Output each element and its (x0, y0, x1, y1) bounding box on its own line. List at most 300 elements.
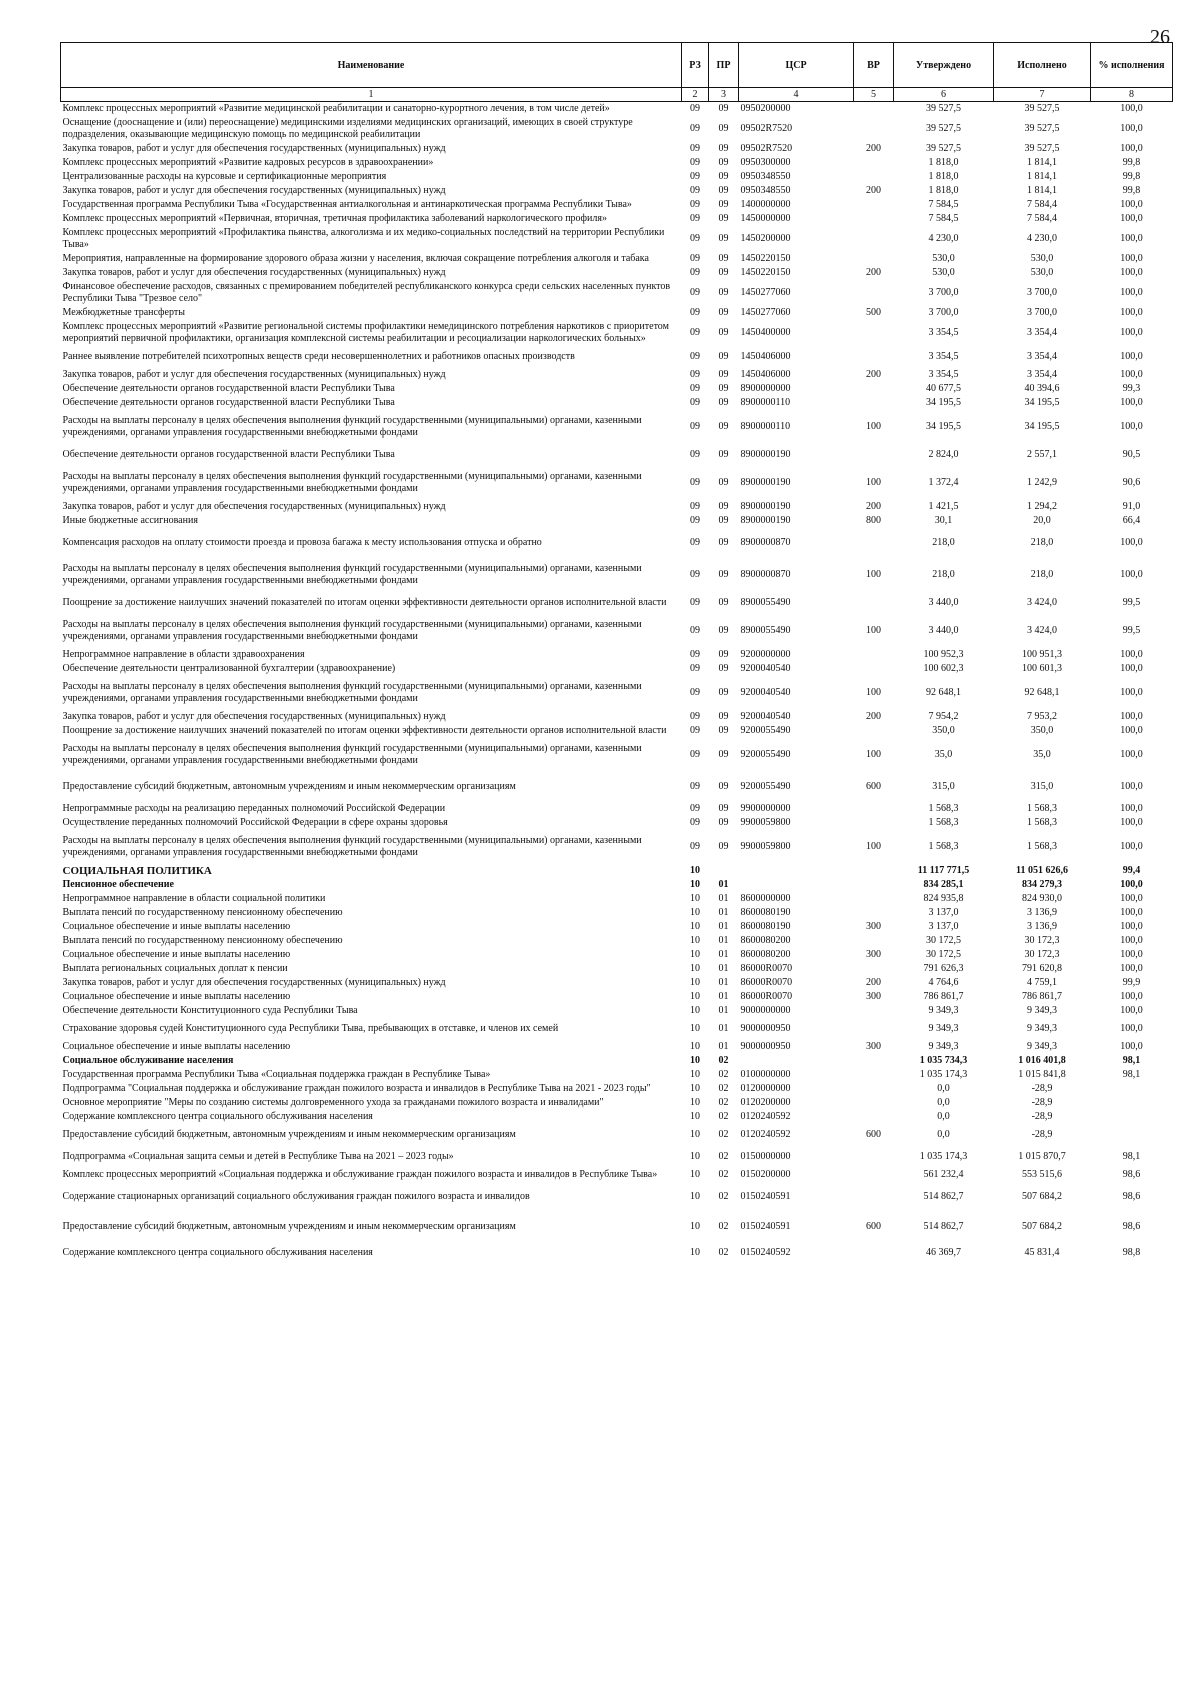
row-percent: 100,0 (1120, 687, 1143, 698)
row-vr (854, 878, 894, 892)
row-csr: 86000R0070 (740, 991, 793, 1002)
row-executed: 1 016 401,8 (1018, 1055, 1066, 1066)
row-percent: 100,0 (1120, 841, 1143, 852)
row-name: Обеспечение деятельности Конституционного суда Республики Тыва (62, 1005, 358, 1016)
row-percent: 99,8 (1122, 185, 1141, 196)
row-name: Предоставление субсидий бюджетным, автономным учреждениям и иным некоммерческим организациям (62, 781, 516, 792)
row-approved: 40 677,5 (926, 383, 961, 394)
row-csr: 9000000950 (740, 1041, 791, 1052)
row-csr: 1450220150 (740, 267, 791, 278)
table-section-row (61, 864, 1173, 878)
row-vr: 300 (866, 991, 881, 1002)
row-csr: 0120200000 (740, 1097, 791, 1108)
row-approved: 3 137,0 (928, 907, 959, 918)
row-name: Расходы на выплаты персоналу в целях обеспечения выполнения функций государственными (муниципальными) органами, казенными учреждениями, органами управления государственными внебюджетными фондами (62, 471, 642, 494)
row-vr: 100 (866, 749, 881, 760)
row-approved: 1 568,3 (928, 817, 959, 828)
row-csr: 8900000000 (740, 383, 791, 394)
row-approved: 834 285,1 (923, 879, 964, 890)
row-pr: 02 (718, 1169, 729, 1180)
row-percent: 100,0 (1120, 817, 1143, 828)
row-vr: 500 (866, 307, 881, 318)
row-name: Выплата пенсий по государственному пенсионному обеспечению (62, 935, 343, 946)
row-pr: 09 (718, 569, 729, 580)
row-name: Комплекс процессных мероприятий «Развитие медицинской реабилитации и санаторно-курортного лечения, в том числе детей» (62, 103, 610, 114)
row-csr: 8900000190 (740, 501, 791, 512)
row-name: Раннее выявление потребителей психотропных веществ среди несовершеннолетних и работников опасных производств (62, 351, 575, 362)
row-rz: 09 (690, 307, 700, 318)
row-executed: 3 136,9 (1027, 921, 1057, 932)
row-executed: 30 172,3 (1024, 949, 1060, 960)
row-executed: 218,0 (1030, 569, 1054, 580)
row-csr: 0150200000 (740, 1169, 791, 1180)
table-row (61, 1212, 1173, 1242)
row-percent: 100,0 (1120, 921, 1143, 932)
row-rz: 10 (690, 1083, 700, 1094)
row-percent (1091, 1124, 1173, 1146)
row-approved: 1 421,5 (928, 501, 959, 512)
row-pr: 01 (718, 935, 729, 946)
row-executed: 350,0 (1030, 725, 1054, 736)
row-executed: 7 584,4 (1027, 213, 1057, 224)
row-rz: 09 (690, 477, 700, 488)
table-row (61, 772, 1173, 802)
row-approved: 824 935,8 (923, 893, 964, 904)
row-csr: 9900059800 (740, 817, 791, 828)
row-percent: 98,6 (1122, 1169, 1141, 1180)
row-percent: 100,0 (1120, 991, 1143, 1002)
table-row (61, 444, 1173, 466)
row-executed: 3 424,0 (1027, 597, 1057, 608)
row-approved: 92 648,1 (926, 687, 961, 698)
row-name: Расходы на выплаты персоналу в целях обеспечения выполнения функций государственными (муниципальными) органами, казенными учреждениями, органами управления государственными внебюджетными фондами (62, 835, 642, 858)
row-percent: 100,0 (1120, 327, 1143, 338)
row-rz: 09 (690, 569, 700, 580)
row-csr: 09502R7520 (740, 123, 793, 134)
row-approved: 1 035 174,3 (919, 1069, 968, 1080)
row-approved: 39 527,5 (926, 103, 961, 114)
row-name: Расходы на выплаты персоналу в целях обеспечения выполнения функций государственными (муниципальными) органами, казенными учреждениями, органами управления государственными внебюджетными фондами (62, 681, 642, 704)
row-name: Страхование здоровья судей Конституционного суда Республики Тыва, пребывающих в отставке, и членов их семей (62, 1023, 559, 1034)
row-executed: 530,0 (1030, 267, 1054, 278)
table-row (61, 306, 1173, 320)
row-vr: 200 (866, 977, 881, 988)
row-executed: 1 015 870,7 (1018, 1151, 1066, 1162)
row-approved: 30 172,5 (926, 949, 961, 960)
row-pr: 09 (718, 841, 729, 852)
row-executed: 39 527,5 (1024, 103, 1060, 114)
table-row (61, 878, 1173, 892)
row-vr: 200 (866, 267, 881, 278)
row-executed: 20,0 (1033, 515, 1051, 526)
row-pr: 09 (718, 501, 729, 512)
row-executed: 1 568,3 (1027, 803, 1057, 814)
table-row (61, 528, 1173, 558)
row-percent: 99,8 (1122, 171, 1141, 182)
row-csr: 8900000870 (740, 569, 791, 580)
row-executed: 35,0 (1033, 749, 1051, 760)
row-approved: 791 626,3 (923, 963, 964, 974)
row-name: Предоставление субсидий бюджетным, автономным учреждениям и иным некоммерческим организациям (62, 1129, 516, 1140)
row-pr: 02 (718, 1083, 729, 1094)
row-name: Комплекс процессных мероприятий «Социальная поддержка и обслуживание граждан пожилого возраста и инвалидов в Республике Тыва» (62, 1169, 658, 1180)
row-csr: 8900000110 (740, 421, 791, 432)
table-header-row (61, 43, 1173, 88)
row-pr: 02 (718, 1151, 729, 1162)
row-csr: 8600080200 (740, 935, 791, 946)
row-approved: 46 369,7 (926, 1247, 961, 1258)
row-executed: -28,9 (1031, 1083, 1053, 1094)
row-percent: 100,0 (1120, 569, 1143, 580)
row-pr: 01 (718, 1005, 729, 1016)
row-approved: 3 700,0 (928, 307, 959, 318)
row-rz: 10 (690, 1069, 700, 1080)
table-row (61, 102, 1173, 117)
row-rz: 09 (690, 287, 700, 298)
row-name: Расходы на выплаты персоналу в целях обеспечения выполнения функций государственными (муниципальными) органами, казенными учреждениями, органами управления государственными внебюджетными фондами (62, 619, 642, 642)
row-csr: 8900000190 (740, 515, 791, 526)
row-rz: 09 (690, 625, 700, 636)
table-row (61, 368, 1173, 382)
table-row (61, 320, 1173, 346)
row-vr: 200 (866, 501, 881, 512)
row-vr: 600 (866, 1221, 881, 1232)
row-vr (854, 1068, 894, 1082)
header-rz: РЗ (682, 43, 709, 88)
table-row (61, 1146, 1173, 1168)
row-vr (854, 1110, 894, 1124)
row-name: Социальное обслуживание населения (62, 1055, 234, 1066)
table-row (61, 382, 1173, 396)
row-pr: 09 (718, 817, 729, 828)
table-row (61, 920, 1173, 934)
row-pr: 01 (718, 1023, 729, 1034)
row-name: Выплата региональных социальных доплат к пенсии (62, 963, 288, 974)
row-csr: 0950348550 (740, 171, 791, 182)
column-number: 3 (709, 88, 739, 102)
row-csr: 1450200000 (740, 233, 791, 244)
row-executed: 791 620,8 (1022, 963, 1062, 974)
row-executed: 7 584,4 (1027, 199, 1057, 210)
row-percent: 100,0 (1120, 1023, 1143, 1034)
table-row (61, 396, 1173, 410)
row-pr: 09 (718, 171, 729, 182)
row-vr (854, 1004, 894, 1018)
row-csr (739, 1054, 854, 1068)
row-approved: 3 700,0 (928, 287, 959, 298)
row-pr: 01 (718, 977, 729, 988)
table-row (61, 990, 1173, 1004)
row-executed: 553 515,6 (1022, 1169, 1062, 1180)
row-executed: 3 424,0 (1027, 625, 1057, 636)
row-executed: 9 349,3 (1027, 1023, 1057, 1034)
row-executed: 92 648,1 (1024, 687, 1060, 698)
row-vr (854, 962, 894, 976)
row-vr (854, 198, 894, 212)
row-vr (854, 226, 894, 252)
row-executed: 39 527,5 (1024, 123, 1060, 134)
header-csr: ЦСР (739, 43, 854, 88)
row-rz: 09 (690, 537, 700, 548)
row-approved: 1 568,3 (928, 803, 959, 814)
row-approved: 1 568,3 (928, 841, 959, 852)
row-vr (854, 1182, 894, 1212)
row-name: Комплекс процессных мероприятий «Первичная, вторичная, третичная профилактика заболеваний наркологического профиля» (62, 213, 607, 224)
row-pr: 09 (718, 515, 729, 526)
table-row (61, 558, 1173, 592)
row-approved: 7 584,5 (928, 199, 959, 210)
row-vr (854, 1242, 894, 1264)
row-name: Компенсация расходов на оплату стоимости проезда и провоза багажа к месту использования отпуска и обратно (62, 537, 542, 548)
row-pr: 09 (718, 213, 729, 224)
row-approved: 39 527,5 (926, 143, 961, 154)
row-rz: 10 (690, 1151, 700, 1162)
row-vr (854, 444, 894, 466)
row-approved: 34 195,5 (926, 421, 961, 432)
row-percent: 99,4 (1122, 865, 1141, 876)
row-rz: 09 (690, 123, 700, 134)
row-pr: 02 (718, 1111, 729, 1122)
row-name: Государственная программа Республики Тыва «Социальная поддержка граждан в Республике Тыва» (62, 1069, 491, 1080)
row-vr (854, 252, 894, 266)
table-row (61, 676, 1173, 710)
row-approved: 530,0 (932, 267, 955, 278)
row-percent: 100,0 (1120, 123, 1143, 134)
table-row (61, 906, 1173, 920)
row-vr (854, 592, 894, 614)
row-approved: 9 349,3 (928, 1041, 959, 1052)
row-vr (854, 320, 894, 346)
row-pr: 09 (718, 103, 729, 114)
row-pr: 09 (718, 123, 729, 134)
row-vr (854, 346, 894, 368)
row-approved: 7 584,5 (928, 213, 959, 224)
row-pr: 09 (718, 233, 729, 244)
row-pr: 09 (718, 749, 729, 760)
row-vr (854, 816, 894, 830)
row-csr: 0950348550 (740, 185, 791, 196)
row-csr: 9200040540 (740, 687, 791, 698)
row-approved: 315,0 (932, 781, 955, 792)
row-approved: 530,0 (932, 253, 955, 264)
row-pr: 02 (718, 1247, 729, 1258)
row-percent: 100,0 (1120, 663, 1143, 674)
row-vr (854, 396, 894, 410)
row-percent: 99,8 (1122, 157, 1141, 168)
row-rz: 09 (690, 185, 700, 196)
row-rz: 09 (690, 501, 700, 512)
header-approved: Утверждено (894, 43, 994, 88)
table-row (61, 1124, 1173, 1146)
row-rz: 09 (690, 213, 700, 224)
row-percent: 98,8 (1122, 1247, 1141, 1258)
row-name: Основное мероприятие "Меры по созданию системы долговременного ухода за гражданами пожилого возраста и инвалидами" (62, 1097, 604, 1108)
row-percent: 100,0 (1120, 935, 1143, 946)
table-row (61, 1054, 1173, 1068)
row-pr: 09 (718, 369, 729, 380)
row-rz: 09 (690, 233, 700, 244)
row-rz: 09 (690, 515, 700, 526)
row-pr: 01 (718, 991, 729, 1002)
row-csr: 86000R0070 (740, 977, 793, 988)
row-rz: 09 (690, 687, 700, 698)
row-percent: 100,0 (1120, 1005, 1143, 1016)
row-executed: 218,0 (1030, 537, 1054, 548)
row-executed: 4 759,1 (1027, 977, 1057, 988)
table-row (61, 1242, 1173, 1264)
row-vr (854, 1082, 894, 1096)
row-percent: 100,0 (1120, 397, 1143, 408)
row-percent: 100,0 (1120, 253, 1143, 264)
row-percent: 100,0 (1120, 949, 1143, 960)
row-csr: 9200055490 (740, 725, 791, 736)
row-approved: 4 230,0 (928, 233, 959, 244)
row-rz: 09 (690, 397, 700, 408)
row-percent: 100,0 (1120, 963, 1143, 974)
row-rz: 09 (690, 157, 700, 168)
row-executed: 3 354,4 (1027, 351, 1057, 362)
row-approved: 3 354,5 (928, 327, 959, 338)
row-percent: 100,0 (1120, 103, 1143, 114)
row-approved: 1 818,0 (928, 171, 959, 182)
row-name: Обеспечение деятельности централизованной бухгалтерии (здравоохранение) (62, 663, 396, 674)
row-name: Выплата пенсий по государственному пенсионному обеспечению (62, 907, 343, 918)
row-csr: 1450400000 (740, 327, 791, 338)
row-percent: 66,4 (1122, 515, 1141, 526)
row-rz: 10 (690, 1023, 700, 1034)
column-number: 8 (1091, 88, 1173, 102)
row-pr: 01 (718, 893, 729, 904)
table-row (61, 802, 1173, 816)
row-vr: 300 (866, 949, 881, 960)
row-name: Закупка товаров, работ и услуг для обеспечения государственных (муниципальных) нужд (62, 501, 446, 512)
row-vr (854, 892, 894, 906)
row-csr: 8900000870 (740, 537, 791, 548)
row-percent (1091, 1082, 1173, 1096)
table-row (61, 592, 1173, 614)
table-row (61, 614, 1173, 648)
row-vr (854, 382, 894, 396)
row-pr: 09 (718, 781, 729, 792)
row-pr: 09 (718, 397, 729, 408)
row-pr: 09 (718, 383, 729, 394)
header-name: Наименование (61, 43, 682, 88)
row-csr: 0150240592 (740, 1247, 791, 1258)
row-pr: 01 (718, 1041, 729, 1052)
row-approved: 1 035 174,3 (919, 1151, 968, 1162)
row-rz: 10 (690, 977, 700, 988)
row-rz: 10 (690, 1247, 700, 1258)
row-approved: 9 349,3 (928, 1005, 959, 1016)
row-csr: 9200055490 (740, 749, 791, 760)
row-percent: 98,1 (1122, 1151, 1141, 1162)
row-rz: 10 (690, 1169, 700, 1180)
row-csr: 8600080200 (740, 949, 791, 960)
row-name: Комплекс процессных мероприятий «Развитие кадровых ресурсов в здравоохранении» (62, 157, 434, 168)
table-row (61, 280, 1173, 306)
row-csr: 9200040540 (740, 663, 791, 674)
row-name: Закупка товаров, работ и услуг для обеспечения государственных (муниципальных) нужд (62, 369, 446, 380)
row-rz: 10 (690, 907, 700, 918)
row-rz: 10 (690, 949, 700, 960)
row-rz: 09 (690, 817, 700, 828)
row-pr: 09 (718, 725, 729, 736)
row-vr (854, 116, 894, 142)
row-name: Предоставление субсидий бюджетным, автономным учреждениям и иным некоммерческим организациям (62, 1221, 516, 1232)
row-vr: 800 (866, 515, 881, 526)
row-name: Централизованные расходы на курсовые и сертификационные мероприятия (62, 171, 387, 182)
row-percent: 100,0 (1120, 213, 1143, 224)
table-row (61, 500, 1173, 514)
table-row (61, 156, 1173, 170)
row-rz: 09 (690, 143, 700, 154)
row-pr: 02 (718, 1097, 729, 1108)
row-name: Социальное обеспечение и иные выплаты населению (62, 1041, 291, 1052)
row-name: Иные бюджетные ассигнования (62, 515, 198, 526)
row-name: Подпрограмма «Социальная защита семьи и детей в Республике Тыва на 2021 – 2023 годы» (62, 1151, 454, 1162)
row-executed: 834 279,3 (1022, 879, 1062, 890)
row-pr: 01 (718, 921, 729, 932)
row-name: Расходы на выплаты персоналу в целях обеспечения выполнения функций государственными (муниципальными) органами, казенными учреждениями, органами управления государственными внебюджетными фондами (62, 415, 642, 438)
row-vr: 300 (866, 1041, 881, 1052)
row-vr (854, 280, 894, 306)
row-vr (854, 170, 894, 184)
row-executed: 1 242,9 (1027, 477, 1057, 488)
row-pr: 09 (718, 307, 729, 318)
row-pr: 09 (718, 537, 729, 548)
row-pr: 09 (718, 597, 729, 608)
table-row (61, 1018, 1173, 1040)
table-row (61, 1110, 1173, 1124)
row-vr (854, 864, 894, 878)
row-rz: 10 (690, 1097, 700, 1108)
row-csr: 0950300000 (740, 157, 791, 168)
table-row (61, 184, 1173, 198)
row-rz: 09 (690, 383, 700, 394)
row-approved: 4 764,6 (928, 977, 959, 988)
table-row (61, 226, 1173, 252)
row-vr: 100 (866, 687, 881, 698)
row-name: Поощрение за достижение наилучших значений показателей по итогам оценки эффективности деятельности органов исполнительной власти (62, 597, 667, 608)
row-percent: 90,5 (1122, 449, 1141, 460)
row-rz: 10 (690, 1129, 700, 1140)
row-rz: 09 (690, 725, 700, 736)
row-percent: 100,0 (1120, 143, 1143, 154)
row-pr: 02 (718, 1069, 729, 1080)
page-number: 26 (1150, 26, 1170, 48)
row-pr: 09 (718, 199, 729, 210)
row-rz: 10 (690, 1055, 700, 1066)
row-percent: 98,1 (1122, 1055, 1141, 1066)
row-pr: 09 (718, 327, 729, 338)
row-percent: 100,0 (1120, 1041, 1143, 1052)
row-csr (739, 878, 854, 892)
row-name: Поощрение за достижение наилучших значений показателей по итогам оценки эффективности деятельности органов исполнительной власти (62, 725, 667, 736)
row-pr: 09 (718, 687, 729, 698)
row-name: Закупка товаров, работ и услуг для обеспечения государственных (муниципальных) нужд (62, 143, 446, 154)
row-pr: 09 (718, 351, 729, 362)
row-rz: 09 (690, 103, 700, 114)
row-vr: 100 (866, 841, 881, 852)
row-vr: 200 (866, 369, 881, 380)
row-vr: 200 (866, 143, 881, 154)
row-name: Непрограммные расходы на реализацию переданных полномочий Российской Федерации (62, 803, 446, 814)
row-csr: 9000000000 (740, 1005, 791, 1016)
row-approved: 1 035 734,3 (919, 1055, 968, 1066)
row-csr: 1450277060 (740, 307, 791, 318)
row-rz: 09 (690, 649, 700, 660)
table-row (61, 724, 1173, 738)
